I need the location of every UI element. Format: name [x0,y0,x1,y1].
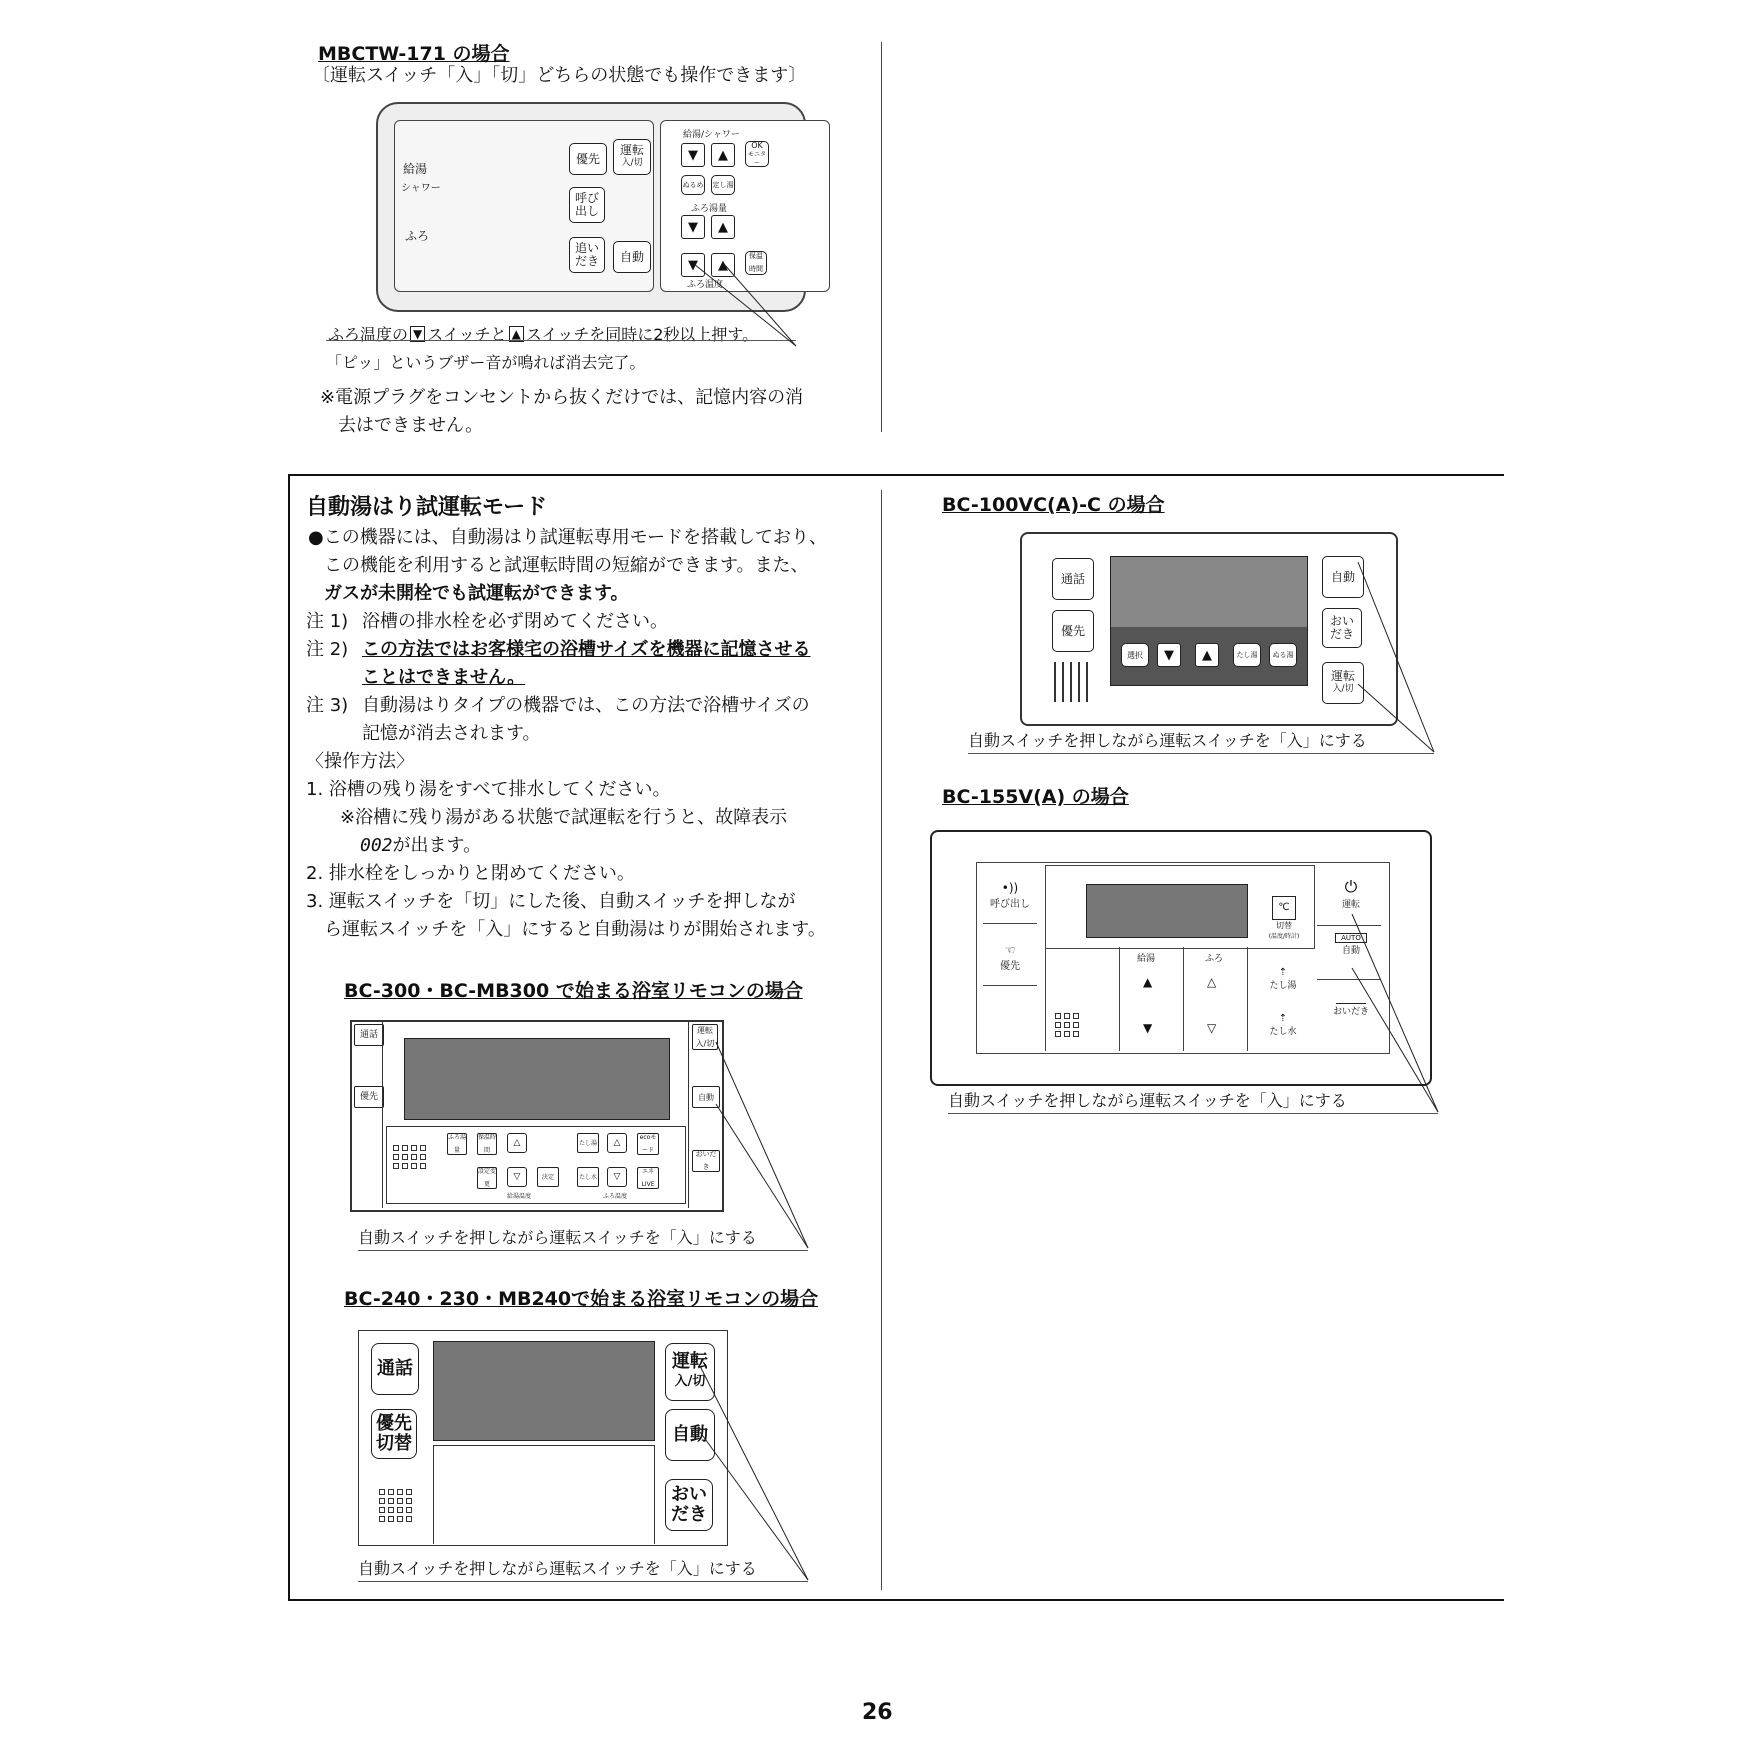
bc300-furo-yuryo-button[interactable]: ふろ湯量 [448,1134,467,1154]
mbctw-yobidashi-button[interactable]: 呼び出し [569,187,605,223]
mbctw-label-furo-yuryo: ふろ湯量 [691,204,728,214]
mbctw-ondo-down-button[interactable]: ▼ [681,253,705,277]
bc300-label-furo: ふろ温度 [603,1193,628,1200]
bc300-label-kyuto: 給湯温度 [507,1193,532,1200]
note1-text: 浴槽の排水栓を必ず閉めてください。 [362,611,668,632]
bc300-kyuto-up-button[interactable]: △ [507,1133,527,1153]
top-subheading: 〔運転スイッチ「入」「切」どちらの状態でも操作できます〕 [312,65,807,86]
bc155-power-icon: ⏻ [1344,877,1358,896]
bc300-kyuto-down-button[interactable]: ▽ [507,1167,527,1187]
bc155-sound-icon: •)) [1001,881,1019,895]
top-note-1: ※電源プラグをコンセントから抜くだけでは、記憶内容の消 [320,387,804,408]
bc100-unten-label: 運転 [1330,669,1355,683]
step-1-code: 002 [360,835,393,856]
note2-label: 注 2) [306,639,349,660]
bc240-tsuwa-button[interactable]: 通話 [371,1343,419,1395]
bc100-heading: BC-100VC(A)-C の場合 [942,494,1165,516]
bc155-furo-down-button[interactable]: ▽ [1207,1021,1217,1035]
mbctw-ok-sub: モニター [747,150,766,167]
note3-text-1: 自動湯はりタイプの機器では、この方法で浴槽サイズの [362,695,810,716]
bc155-heading: BC-155V(A) の場合 [942,786,1129,808]
bc240-yusen-button[interactable]: 優先切替 [371,1409,417,1459]
bc100-down-button[interactable]: ▼ [1157,643,1181,667]
bc155-jido-label: 自動 [1341,946,1360,956]
mbctw-hoon-button[interactable]: 保温時間 [745,251,767,275]
bc300-furo-up-button[interactable]: △ [607,1133,627,1153]
bc100-oidaki-button[interactable]: おいだき [1322,608,1362,648]
note3-text-2: 記憶が消去されます。 [362,723,541,744]
bc100-sentaku-button[interactable]: 選択 [1121,643,1149,667]
bc155-hand-icon: ☜ [1004,943,1016,957]
mbctw-oidaki-button[interactable]: 追いだき [569,237,605,273]
bc155-yobidashi-label: 呼び出し [990,899,1030,910]
bc155-kirikae-label: 切替 [1276,921,1292,930]
step-1-note-1: ※浴槽に残り湯がある状態で試運転を行うと、故障表示 [340,807,788,828]
mbctw-label-kyuto-shower: 給湯/シャワー [683,130,740,140]
bc240-jido-button[interactable]: 自動 [665,1409,715,1461]
bc300-oidaki-button[interactable]: おいだき [692,1150,720,1172]
bc300-kettei-button[interactable]: 決定 [537,1167,559,1187]
mbctw-ondo-up-button[interactable]: ▲ [711,253,735,277]
instruction-1a: ふろ温度の [328,325,409,344]
bc155-kyuto-up-button[interactable]: ▲ [1143,975,1153,989]
bc100-up-button[interactable]: ▲ [1195,643,1219,667]
bc100-caption: 自動スイッチを押しながら運転スイッチを「入」にする [968,728,1434,754]
instruction-1b: スイッチと [427,325,507,344]
bc155-label-kyuto: 給湯 [1137,954,1156,964]
bc300-caption: 自動スイッチを押しながら運転スイッチを「入」にする [358,1225,808,1251]
bc240-oidaki-button[interactable]: おいだき [665,1479,713,1531]
instruction-down-icon: ▼ [410,326,425,342]
bc155-caption: 自動スイッチを押しながら運転スイッチを「入」にする [948,1088,1438,1114]
bc155-label-furo: ふろ [1205,954,1224,964]
mbctw-jido-button[interactable]: 自動 [613,241,651,273]
instruction-1c: スイッチを同時に2秒以上押す。 [525,325,759,344]
bc300-hoon-button[interactable]: 保温時間 [478,1134,497,1154]
bc300-yusen-button[interactable]: 優先 [354,1086,384,1108]
bc300-settei-button[interactable]: 設定変更 [478,1168,497,1188]
mbctw-unten-sub: 入/切 [621,158,643,168]
bc155-oidaki-label: おいだき [1332,1007,1369,1017]
mbctw-label-furo-ondo: ふろ温度 [687,280,724,290]
bc100-unten-sub: 入/切 [1332,684,1354,694]
section-bullet-2: この機能を利用すると試運転時間の短縮ができます。また、 [324,555,809,576]
bc300-unten-button[interactable]: 運転入/切 [692,1024,718,1050]
note3-label: 注 3) [306,695,349,716]
step-1-note-2-text: が出ます。 [392,835,482,856]
section-bullet-3: ガスが未開栓でも試運転ができます。 [324,583,629,604]
step-2: 2. 排水栓をしっかりと閉めてください。 [306,863,635,884]
bc300-jido-button[interactable]: 自動 [692,1086,720,1108]
bc155-auto-label: AUTO [1335,933,1367,943]
bc155-kirikae-sub: (温度/時計) [1268,933,1300,940]
bc100-tsuwa-button[interactable]: 通話 [1052,558,1094,600]
bc300-tsuwa-button[interactable]: 通話 [354,1024,384,1046]
mbctw-yuryo-up-button[interactable]: ▲ [711,215,735,239]
instruction-up-icon: ▲ [509,326,524,342]
bc155-tashiyu-icon: ⇡ [1278,967,1288,978]
note2-text-2: ことはできません。 [362,667,526,688]
note1-label: 注 1) [306,611,349,632]
bc100-yusen-button[interactable]: 優先 [1052,610,1094,652]
mbctw-kyuto-up-button[interactable]: ▲ [711,143,735,167]
mbctw-kyuto-down-button[interactable]: ▼ [681,143,705,167]
bc240-unten-label: 運転 [672,1351,708,1372]
step-3-1: 3. 運転スイッチを「切」にした後、自動スイッチを押しなが [306,891,796,912]
bc240-caption: 自動スイッチを押しながら運転スイッチを「入」にする [358,1556,808,1582]
bc155-clock-icon: ℃ [1272,896,1296,920]
top-heading: MBCTW-171 の場合 [318,43,510,65]
bc155-tashiyu-label: たし湯 [1269,981,1297,991]
step-1: 1. 浴槽の残り湯をすべて排水してください。 [306,779,671,800]
bc155-kyuto-down-button[interactable]: ▼ [1143,1021,1153,1035]
step-3-2: ら運転スイッチを「入」にすると自動湯はりが開始されます。 [324,919,826,940]
mbctw-yusen-button[interactable]: 優先 [569,143,607,175]
bc300-tashimizu-button[interactable]: たし水 [577,1167,599,1187]
bc240-heading: BC-240・230・MB240で始まる浴室リモコンの場合 [344,1288,819,1310]
mbctw-teiyu-button[interactable]: 定し湯 [711,175,735,195]
bc100-nuruyu-button[interactable]: ぬる湯 [1269,643,1297,667]
section-bullet-1: ●この機器には、自動湯はり試運転専用モードを搭載しており、 [308,527,827,548]
bc100-jido-button[interactable]: 自動 [1322,556,1364,598]
section-title: 自動湯はり試運転モード [306,495,548,520]
procedure-label: 〈操作方法〉 [306,751,414,772]
bc155-tashimizu-label: たし水 [1269,1027,1297,1037]
bc300-tashiyu-button[interactable]: たし湯 [577,1133,599,1153]
bc155-yusen-label: 優先 [1000,961,1020,972]
bc300-eco-button[interactable]: ecoモード [637,1133,659,1155]
bc155-tashimizu-icon: ⇡ [1278,1013,1288,1024]
bc240-unten-sub: 入/切 [674,1374,706,1389]
mbctw-yuryo-down-button[interactable]: ▼ [681,215,705,239]
mbctw-ok-label: OK [751,140,763,150]
note2-text-1: この方法ではお客様宅の浴槽サイズを機器に記憶させる [362,639,811,660]
mbctw-nurume-button[interactable]: ぬるめ [681,175,705,195]
mbctw-label-shower: シャワー [401,183,441,194]
mbctw-unten-label: 運転 [619,143,644,157]
bc155-unten-label: 運転 [1341,900,1360,910]
bc100-tashiyu-button[interactable]: たし湯 [1233,643,1261,667]
bc300-ene-live-button[interactable]: エネLIVE [637,1167,659,1189]
bc155-furo-up-button[interactable]: △ [1207,975,1217,989]
bc300-furo-down-button[interactable]: ▽ [607,1167,627,1187]
mbctw-label-furo: ふろ [405,229,430,243]
bc300-heading: BC-300・BC-MB300 で始まる浴室リモコンの場合 [344,980,803,1002]
mbctw-label-kyuto: 給湯 [403,162,428,176]
top-instruction-2: 「ピッ」というブザー音が鳴れば消去完了。 [326,353,646,372]
top-note-2: 去はできません。 [338,415,484,436]
page-number: 26 [862,1700,893,1725]
